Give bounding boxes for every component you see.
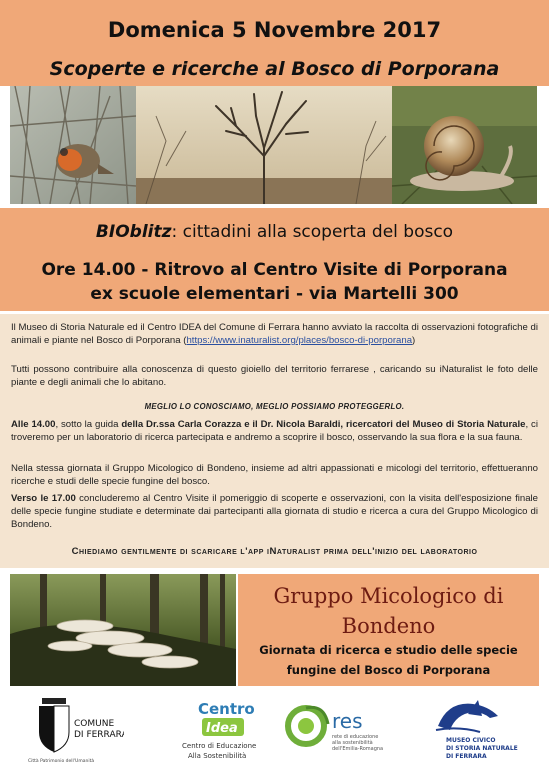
robin-photo bbox=[10, 86, 136, 204]
gruppo-sub-line2: fungine del Bosco di Porporana bbox=[286, 663, 491, 677]
museo-line2: DI STORIA NATURALE bbox=[446, 745, 518, 752]
res-sub1: rete di educazione bbox=[332, 734, 379, 740]
museo-line1: MUSEO CIVICO bbox=[446, 737, 496, 744]
centro-idea-logo bbox=[172, 696, 268, 762]
lab-text-b: , ci troveremo per un laboratorio di ricerca partecipata e andremo a scoprire il bosco, osservando la sua flora e la sua fauna. bbox=[11, 419, 538, 443]
app-download-request bbox=[0, 546, 549, 557]
intro-text: Il Museo di Storia Naturale ed il Centro IDEA del Comune di Ferrara hanno avviato la raccolta di osservazioni fotografiche di animali e piante nel Bosco di Porporana ( bbox=[11, 322, 538, 346]
bioblitz-heading bbox=[0, 222, 549, 242]
closing-text: concluderemo al Centro Visite il pomeriggio di scoperte e osservazioni, con la visita dell'esposizione finale delle specie fungine studiate e determinate dai partecipanti alla giornata di studio e ricerca a cura del Gruppo Micologico di Bondeno. bbox=[11, 493, 539, 530]
lab-time: Alle 14.00 bbox=[11, 419, 56, 430]
bare-tree-photo bbox=[136, 86, 392, 204]
event-subtitle: Scoperte e ricerche al Bosco di Porporana bbox=[49, 58, 500, 80]
ferrara-line2: DI FERRARA bbox=[74, 730, 124, 740]
paragraph-closing bbox=[11, 492, 538, 531]
motto: MEGLIO LO CONOSCIAMO, MEGLIO POSSIAMO PROTEGGERLO. bbox=[144, 402, 405, 411]
ferrara-line1: COMUNE bbox=[74, 719, 115, 729]
lab-guides: della Dr.ssa Carla Corazza e il Dr. Nicola Baraldi, ricercatori del Museo di Storia Naturale bbox=[121, 419, 526, 430]
paragraph-mycology: Nella stessa giornata il Gruppo Micologico di Bondeno, insieme ad altri appassionati e micologi del territorio, effettueranno ricerche e studi delle specie fungine del bosco. bbox=[11, 463, 538, 487]
meeting-time: Ore 14.00 - Ritrovo al Centro Visite di Porporana bbox=[41, 260, 508, 280]
mushroom-photo bbox=[10, 574, 236, 686]
bioblitz-tagline: : cittadini alla scoperta del bosco bbox=[171, 222, 454, 242]
paragraph-contribute: Tutti possono contribuire alla conoscenza di questo gioiello del territorio ferrarese , caricando su iNaturalist le foto delle piante e degli animali che lo abitano. bbox=[11, 364, 538, 388]
res-sub3: dell'Emilia-Romagna bbox=[332, 746, 384, 752]
idea-sub2: Alla Sostenibilità bbox=[188, 752, 247, 760]
paragraph-intro bbox=[11, 321, 538, 347]
idea-sub1: Centro di Educazione bbox=[182, 742, 257, 750]
lab-text-a: , sotto la guida bbox=[55, 419, 122, 430]
museo-storia-naturale-logo bbox=[428, 696, 528, 762]
inaturalist-link[interactable]: https://www.inaturalist.org/places/bosco-di-porporana bbox=[186, 335, 413, 346]
res-name: res bbox=[332, 709, 363, 733]
gruppo-title-line2: Bondeno bbox=[341, 614, 436, 638]
gruppo-micologico-title bbox=[238, 581, 539, 641]
closing-time: Verso le 17.00 bbox=[11, 493, 76, 504]
ferrara-tagline: Città Patrimonio dell'Umanità bbox=[28, 759, 95, 764]
paragraph-guided-lab bbox=[11, 418, 538, 444]
meeting-address: ex scuole elementari - via Martelli 300 bbox=[90, 284, 459, 304]
idea-line2: Idea bbox=[206, 721, 238, 736]
museo-line3: DI FERRARA bbox=[446, 753, 487, 760]
intro-close: ) bbox=[412, 335, 416, 346]
res-network-logo bbox=[284, 696, 394, 762]
res-sub2: alla sostenibilità bbox=[332, 740, 373, 746]
idea-line1: Centro bbox=[198, 700, 255, 718]
gruppo-title-line1: Gruppo Micologico di bbox=[273, 584, 504, 608]
gruppo-micologico-subtitle bbox=[238, 640, 539, 680]
snail-photo bbox=[392, 86, 537, 204]
comune-ferrara-logo bbox=[24, 696, 124, 766]
photo-strip bbox=[10, 86, 537, 204]
cta-text: Chiediamo gentilmente di scaricare l'app iNaturalist prima dell'inizio del laboratorio bbox=[71, 546, 478, 557]
event-date-title: Domenica 5 Novembre 2017 bbox=[107, 18, 442, 42]
gruppo-sub-line1: Giornata di ricerca e studio delle specie bbox=[259, 643, 518, 657]
bioblitz-name: BIOblitz bbox=[95, 222, 172, 242]
